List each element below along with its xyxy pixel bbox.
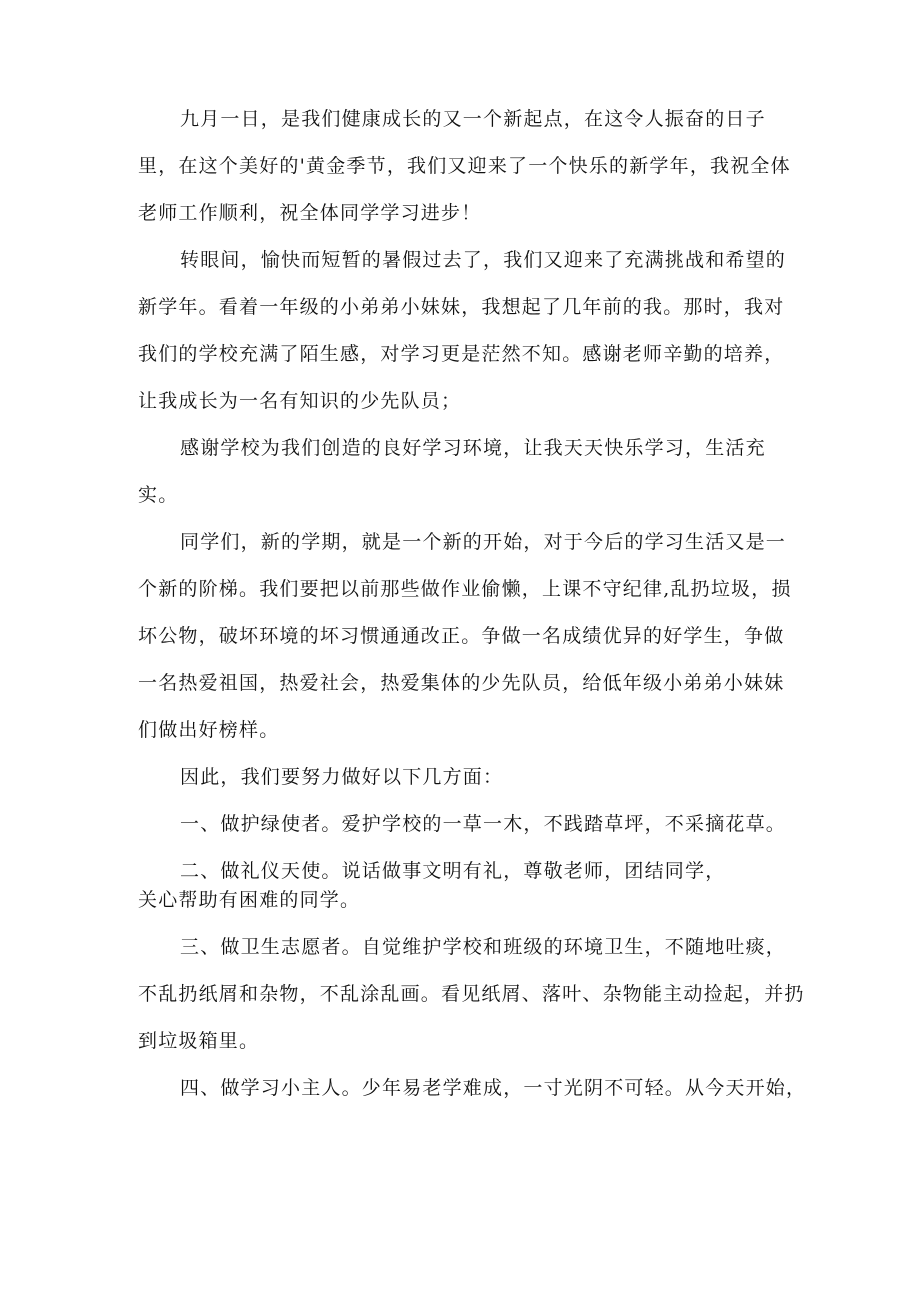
paragraph-line: 感谢学校为我们创造的良好学习环境，让我天天快乐学习，生活充 — [180, 437, 766, 459]
paragraph-line: 一名热爱祖国，热爱社会，热爱集体的少先队员，给低年级小弟弟小妹妹 — [138, 672, 785, 694]
paragraph-line: 我们的学校充满了陌生感，对学习更是茫然不知。感谢老师辛勤的培养， — [138, 343, 785, 365]
list-item-line: 一、做护绿使者。爱护学校的一草一木，不践踏草坪，不采摘花草。 — [180, 813, 787, 835]
paragraph-line: 里，在这个美好的'黄金季节，我们又迎来了一个快乐的新学年，我祝全体 — [138, 155, 791, 177]
speech-text — [138, 108, 807, 1100]
paragraph-line: 坏公物，破坏环境的坏习惯通通改正。争做一名成绩优异的好学生，争做 — [138, 625, 785, 647]
paragraph-line: 新学年。看着一年级的小弟弟小妹妹，我想起了几年前的我。那时，我对 — [138, 296, 785, 318]
list-item-line: 不乱扔纸屑和杂物，不乱涂乱画。看见纸屑、落叶、杂物能主动捡起，并扔 — [138, 983, 805, 1005]
paragraph-line: 同学们，新的学期，就是一个新的开始，对于今后的学习生活又是一 — [180, 531, 787, 553]
list-item-line: 到垃圾箱里。 — [138, 1030, 260, 1052]
paragraph-line: 实。 — [138, 484, 179, 506]
list-item-line: 二、做礼仪天使。说话做事文明有礼，尊敬老师，团结同学， — [180, 860, 726, 882]
list-item-line: 四、做学习小主人。少年易老学难成，一寸光阴不可轻。从今天开始， — [180, 1077, 807, 1099]
paragraph-line: 让我成长为一名有知识的少先队员； — [138, 390, 462, 412]
paragraph-line: 转眼间，愉快而短暂的暑假过去了，我们又迎来了充满挑战和希望的 — [180, 249, 787, 271]
list-item-line: 三、做卫生志愿者。自觉维护学校和班级的环境卫生，不随地吐痰， — [180, 936, 787, 958]
paragraph-line: 九月一日，是我们健康成长的又一个新起点，在这令人振奋的日子 — [180, 108, 766, 130]
paragraph-line: 们做出好榜样。 — [138, 719, 280, 741]
list-item-line: 关心帮助有困难的同学。 — [138, 889, 361, 911]
paragraph-line: 个新的阶梯。我们要把以前那些做作业偷懒，上课不守纪律,乱扔垃圾，损 — [138, 578, 792, 600]
paragraph-line: 因此，我们要努力做好以下几方面： — [180, 766, 504, 788]
paragraph-line: 老师工作顺利，祝全体同学学习进步！ — [138, 202, 482, 224]
